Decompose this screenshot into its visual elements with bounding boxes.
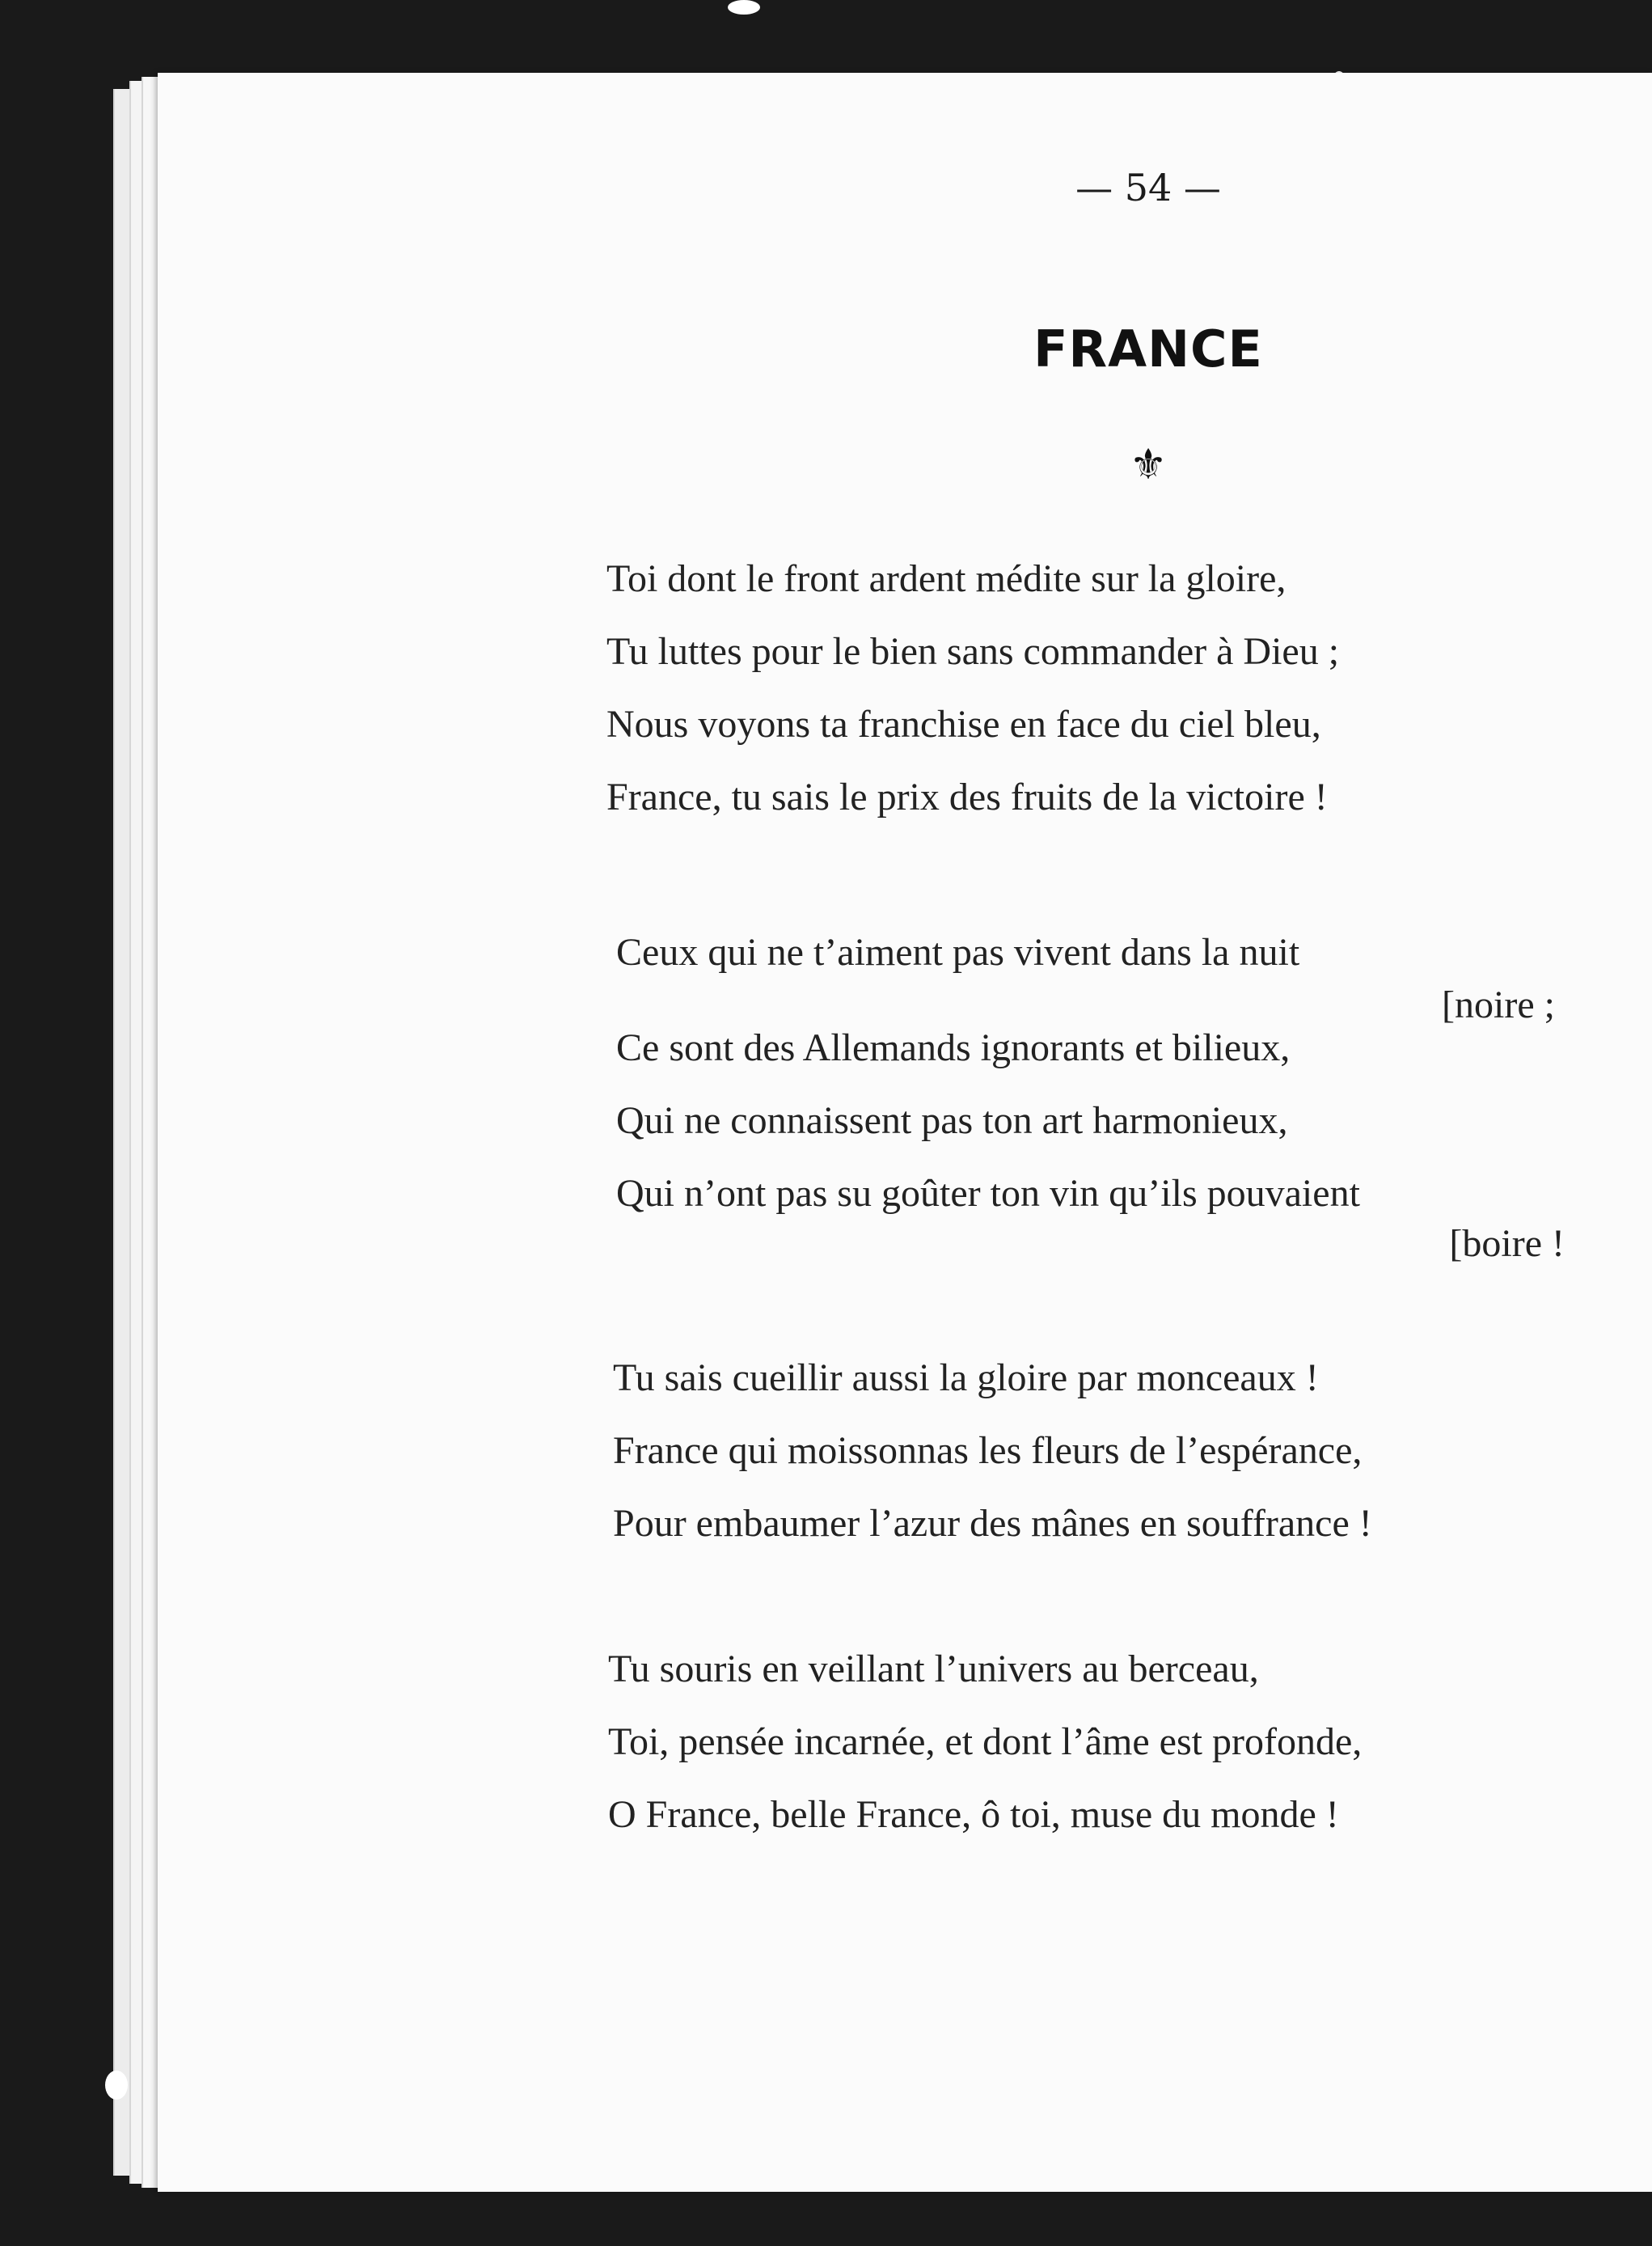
verse-line: Toi, pensée incarnée, et dont l’âme est profonde, (608, 1720, 1363, 1763)
verse-line: Tu souris en veillant l’univers au berceau, (608, 1647, 1259, 1690)
verse-line: Tu sais cueillir aussi la gloire par monceaux ! (613, 1356, 1319, 1399)
verse-line: Toi dont le front ardent médite sur la gloire, (606, 557, 1287, 600)
verse-line: O France, belle France, ô toi, muse du monde ! (608, 1793, 1339, 1836)
verse-line: France qui moissonnas les fleurs de l’espérance, (613, 1429, 1363, 1472)
verse-line: Ceux qui ne t’aiment pas vivent dans la nuit (616, 931, 1300, 974)
verse-line-continuation: [noire ; (1442, 983, 1555, 1026)
poem-title: FRANCE (1033, 319, 1263, 379)
verse-line: Tu luttes pour le bien sans commander à Dieu ; (606, 630, 1340, 673)
verse-line: Nous voyons ta franchise en face du ciel bleu, (606, 703, 1321, 746)
verse-line: France, tu sais le prix des fruits de la victoire ! (606, 776, 1328, 818)
page-number: — 54 — (1075, 166, 1221, 209)
verse-line: Pour embaumer l’azur des mânes en souffrance ! (613, 1502, 1372, 1545)
verse-line: Qui ne connaissent pas ton art harmonieux, (616, 1099, 1288, 1142)
dust-speck (728, 0, 760, 15)
verse-line: Qui n’ont pas su goûter ton vin qu’ils pouvaient (616, 1172, 1360, 1215)
fleur-de-lis-ornament: ⚜ (1129, 441, 1168, 489)
dust-speck (105, 2070, 128, 2100)
verse-line-continuation: [boire ! (1449, 1222, 1565, 1265)
verse-line: Ce sont des Allemands ignorants et bilieux, (616, 1026, 1291, 1069)
